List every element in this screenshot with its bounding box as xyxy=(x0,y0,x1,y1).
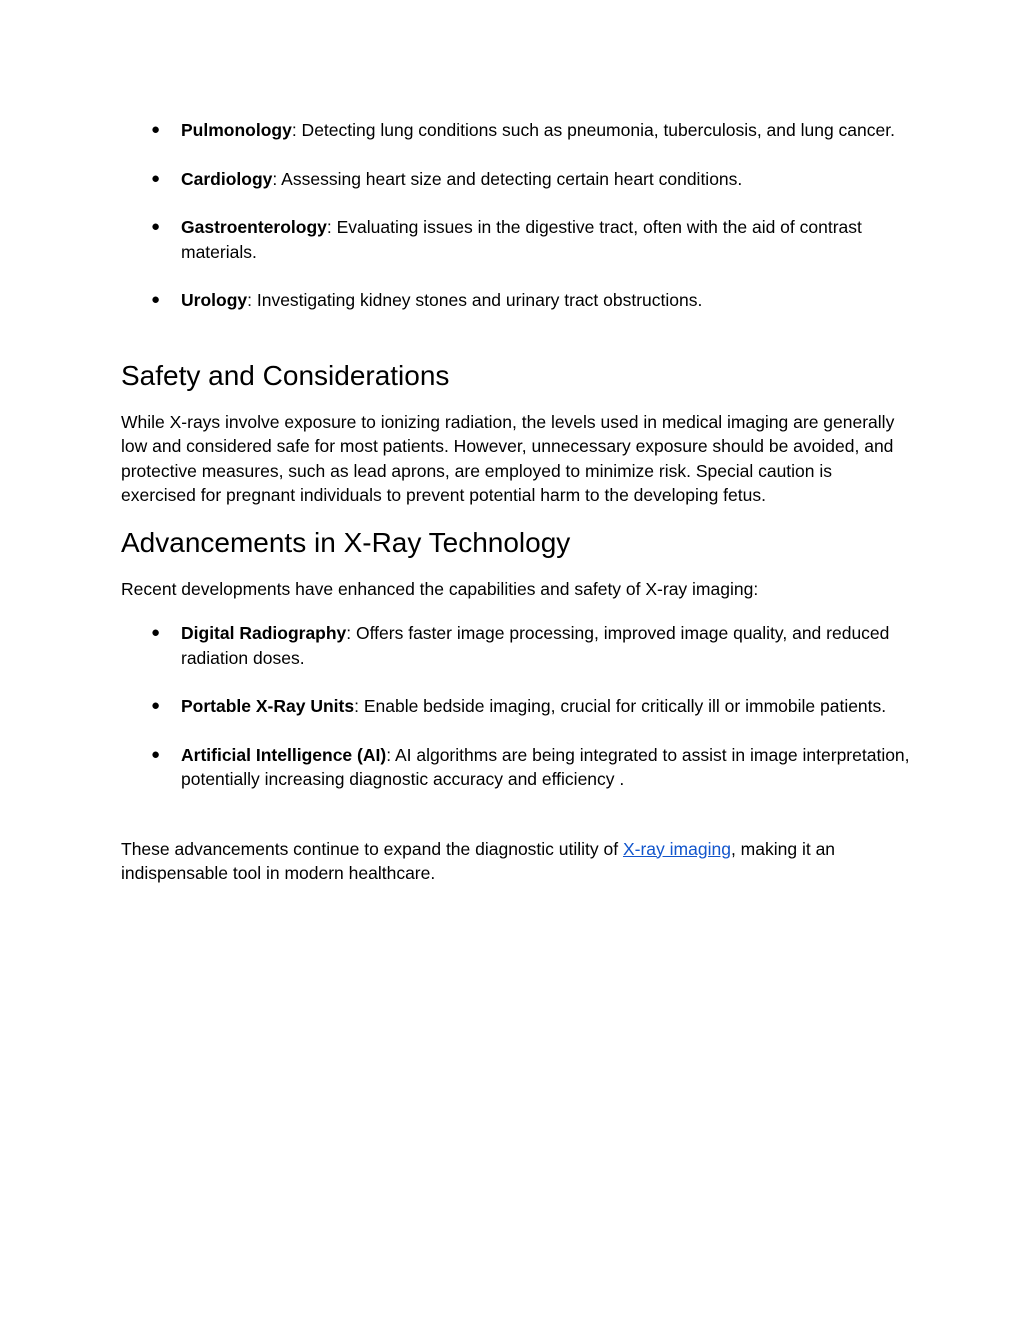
list-item-text: : Assessing heart size and detecting certain heart conditions. xyxy=(272,168,743,189)
list-item-term: Pulmonology xyxy=(181,120,292,140)
advancements-heading: Advancements in X-Ray Technology xyxy=(121,526,571,558)
bullet-icon: ● xyxy=(151,121,161,138)
list-item-gastroenterology xyxy=(121,215,911,264)
bullet-icon: ● xyxy=(151,697,161,714)
closing-paragraph xyxy=(121,837,911,886)
list-item-term: Artificial Intelligence (AI) xyxy=(181,744,387,765)
list-item-artificial-intelligence xyxy=(121,743,911,792)
advancements-list xyxy=(121,621,911,792)
list-item-cardiology xyxy=(121,167,911,192)
list-item-portable-units xyxy=(121,694,911,719)
list-item-term: Cardiology xyxy=(181,168,273,189)
list-item-text: : Offers faster image processing, improved image quality, and reduced radiation doses. xyxy=(181,623,890,668)
list-item-pulmonology xyxy=(121,118,911,143)
list-item-digital-radiography xyxy=(121,621,911,670)
list-item-term: Digital Radiography xyxy=(181,623,347,643)
list-item-term: Gastroenterology xyxy=(181,217,327,237)
list-item-term: Urology xyxy=(181,290,248,310)
specialty-list xyxy=(121,118,911,313)
safety-paragraph: While X-rays involve exposure to ionizing radiation, the levels used in medical imaging are generally low and considered safe for most patients. However, unnecessary exposure should be avoided, and protective measures, such as lead aprons, are employed to minimize risk. Special caution is exercised for pregnant individuals to prevent potential harm to the developing fetus. xyxy=(121,411,895,505)
bullet-icon: ● xyxy=(151,291,161,308)
list-item-text: : Detecting lung conditions such as pneumonia, tuberculosis, and lung cancer. xyxy=(291,120,895,140)
list-item-text: : Evaluating issues in the digestive tract, often with the aid of contrast materials. xyxy=(181,217,862,262)
document-page xyxy=(121,118,911,886)
list-item-text: : Enable bedside imaging, crucial for critically ill or immobile patients. xyxy=(354,696,887,716)
list-item-text: : AI algorithms are being integrated to assist in image interpretation, potentially increasing diagnostic accuracy and efficiency . xyxy=(181,744,910,789)
closing-text-before: These advancements continue to expand the diagnostic utility of xyxy=(121,838,623,859)
bullet-icon: ● xyxy=(151,218,161,235)
bullet-icon: ● xyxy=(151,745,161,763)
safety-heading: Safety and Considerations xyxy=(121,359,450,391)
list-item-text: : Investigating kidney stones and urinary tract obstructions. xyxy=(247,290,703,310)
xray-imaging-link[interactable]: X-ray imaging xyxy=(622,838,731,859)
bullet-icon: ● xyxy=(151,169,161,187)
list-item-urology xyxy=(121,288,911,313)
bullet-icon: ● xyxy=(151,624,161,641)
advancements-intro: Recent developments have enhanced the capabilities and safety of X-ray imaging: xyxy=(121,578,759,599)
closing-text-after: , making it an indispensable tool in modern healthcare. xyxy=(121,838,836,883)
list-item-term: Portable X-Ray Units xyxy=(181,696,355,716)
